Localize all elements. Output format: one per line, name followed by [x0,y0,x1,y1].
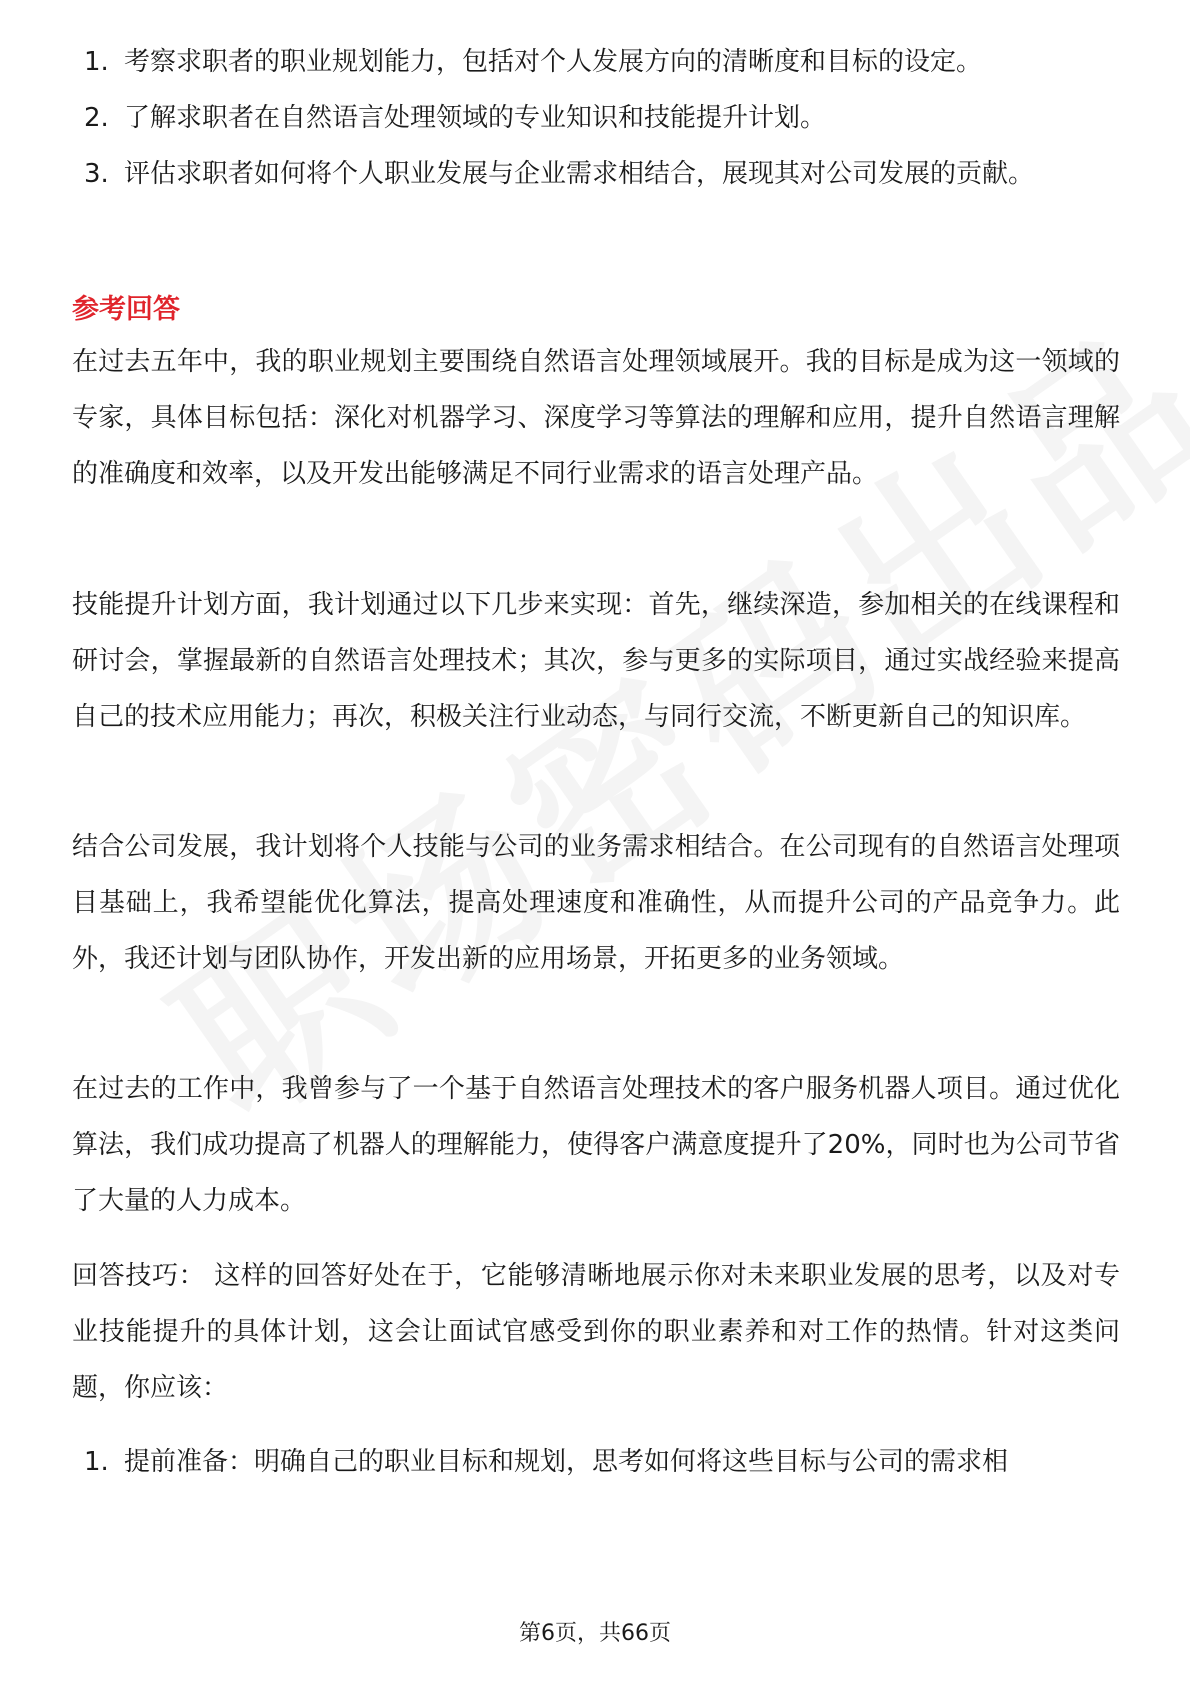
list-number: 1. [84,47,109,77]
list-text: 提前准备：明确自己的职业目标和规划，思考如何将这些目标与公司的需求相 [124,1447,1009,1477]
list-number: 3. [84,159,109,189]
list-number: 1. [84,1447,109,1477]
list-item [70,146,1130,202]
list-item [70,34,1130,90]
answer-paragraph: 在过去五年中，我的职业规划主要围绕自然语言处理领域展开。我的目标是成为这一领域的专家，具体目标包括：深化对机器学习、深度学习等算法的理解和应用，提升自然语言理解的准确度和效率，以及开发出能够满足不同行业需求的语言处理产品。 [72,347,1120,489]
tips-list [70,1434,1130,1490]
answer-paragraph: 在过去的工作中，我曾参与了一个基于自然语言处理技术的客户服务机器人项目。通过优化算法，我们成功提高了机器人的理解能力，使得客户满意度提升了20%，同时也为公司节省了大量的人力成本。 [72,1074,1120,1216]
list-text: 评估求职者如何将个人职业发展与企业需求相结合，展现其对公司发展的贡献。 [124,159,1035,189]
answer-paragraph: 技能提升计划方面，我计划通过以下几步来实现：首先，继续深造，参加相关的在线课程和研讨会，掌握最新的自然语言处理技术；其次，参与更多的实际项目，通过实战经验来提高自己的技术应用能力；再次，积极关注行业动态，与同行交流，不断更新自己的知识库。 [72,590,1120,732]
list-text: 了解求职者在自然语言处理领域的专业知识和技能提升计划。 [124,103,827,133]
page-footer: 第6页，共66页 [519,1621,671,1646]
criteria-list [70,34,1130,202]
list-item [70,90,1130,146]
list-item [70,1434,1130,1490]
section-title: 参考回答 [72,294,180,325]
list-text: 考察求职者的职业规划能力，包括对个人发展方向的清晰度和目标的设定。 [124,47,983,77]
tips-paragraph: 回答技巧： 这样的回答好处在于，它能够清晰地展示你对未来职业发展的思考，以及对专业技能提升的具体计划，这会让面试官感受到你的职业素养和对工作的热情。针对这类问题，你应该： [72,1261,1120,1403]
list-number: 2. [84,103,109,133]
answer-paragraph: 结合公司发展，我计划将个人技能与公司的业务需求相结合。在公司现有的自然语言处理项目基础上，我希望能优化算法，提高处理速度和准确性，从而提升公司的产品竞争力。此外，我还计划与团队协作，开发出新的应用场景，开拓更多的业务领域。 [72,832,1120,974]
